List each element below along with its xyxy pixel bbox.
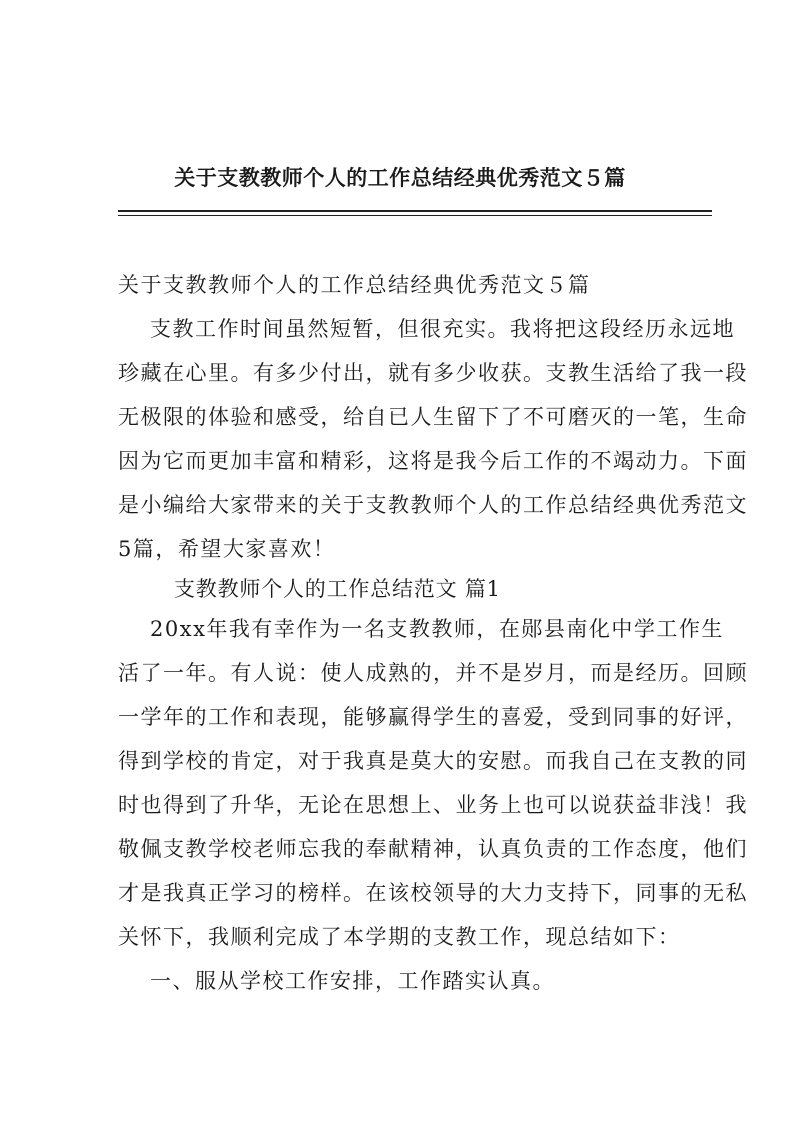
intro-line: 因为它而更加丰富和精彩，这将是我今后工作的不竭动力。下面 [118,449,748,473]
body-line: 时也得到了升华，无论在思想上、业务上也可以说获益非浅！我 [118,793,748,817]
intro-line: 5篇，希望大家喜欢！ [118,537,336,561]
body-line: 活了一年。有人说：使人成熟的，并不是岁月，而是经历。回顾 [118,661,748,685]
section-heading: 支教教师个人的工作总结范文 篇1 [174,577,501,601]
intro-line: 支教工作时间虽然短暂，但很充实。我将把这段经历永远地 [150,317,735,341]
body-line: 敬佩支教学校老师忘我的奉献精神，认真负责的工作态度，他们 [118,837,748,861]
body-line: 一学年的工作和表现，能够赢得学生的喜爱，受到同事的好评， [118,705,748,729]
intro-line: 珍藏在心里。有多少付出，就有多少收获。支教生活给了我一段 [118,361,748,385]
title-rule-thin [118,215,712,216]
intro-line: 是小编给大家带来的关于支教教师个人的工作总结经典优秀范文 [118,493,748,517]
body-line: 得到学校的肯定，对于我真是莫大的安慰。而我自己在支教的同 [118,749,748,773]
title-rule-thick [118,210,712,212]
body-line: 20xx年我有幸作为一名支教教师，在郧县南化中学工作生 [150,617,724,641]
document-title: 关于支教教师个人的工作总结经典优秀范文５篇 [174,165,626,190]
intro-line: 无极限的体验和感受，给自已人生留下了不可磨灭的一笔，生命 [118,405,748,429]
document-subtitle: 关于支教教师个人的工作总结经典优秀范文５篇 [118,273,591,297]
body-line: 关怀下，我顺利完成了本学期的支教工作，现总结如下： [118,925,681,949]
body-line: 才是我真正学习的榜样。在该校领导的大力支持下，同事的无私 [118,881,748,905]
list-point: 一、服从学校工作安排，工作踏实认真。 [150,969,555,993]
